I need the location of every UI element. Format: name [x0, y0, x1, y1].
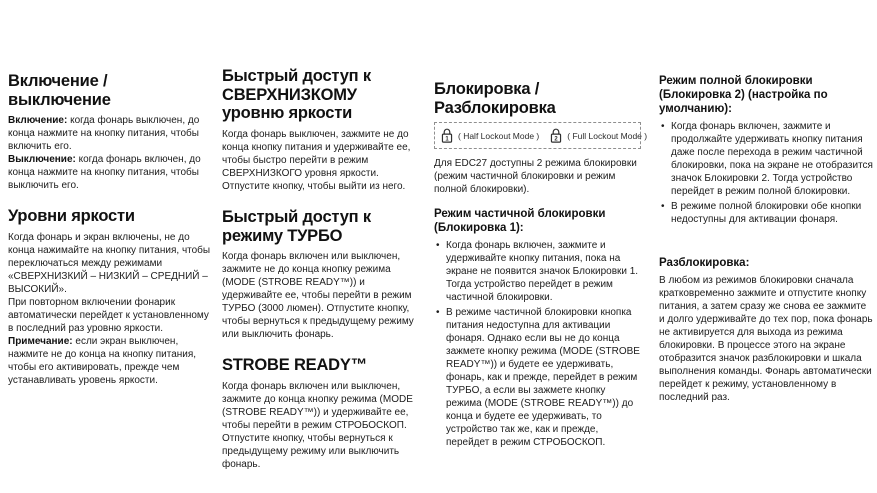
brightness-heading: Уровни яркости [8, 207, 135, 226]
full-lockout-bullet-2: • В режиме полной блокировки обе кнопки недоступны для активации фонаря. [659, 200, 873, 226]
power-on-text: когда фонарь выключен, до конца нажмите на кнопку питания, чтобы включить его. [8, 115, 200, 153]
full-lockout-label: ( Full Lockout Mode ) [567, 130, 648, 141]
power-heading: Включение / выключение [8, 72, 111, 109]
ultralow-heading: Быстрый доступ к СВЕРХНИЗКОМУ уровню яркости [222, 67, 371, 123]
section-lockout [434, 80, 648, 449]
unlock-paragraph: В любом из режимов блокировки сначала кратковременно зажмите и отпустите кнопку питания, а затем сразу же снова ее зажмите и долго удерживайте до тех пор, пока фонарь не активируется для выхода из режима блокировки. В процессе этого на экране отобразится значок разблокировки и шкала выполнения команды. Фонарь автоматически перейдет к режиму, установленному в последний раз. [659, 275, 873, 404]
half-lockout-heading: Режим частичной блокировки (Блокировка 1): [434, 208, 606, 235]
half-lockout-bullet-2: • В режиме частичной блокировки кнопка питания недоступна для активации фонаря. Однако если вы не до конца зажмете кнопку режима (MODE (STROBE READY™)) и будете ее удерживать, фонарь, как и прежде, перейдет в режим ТУРБО, а если вы зажмете кнопку режима (MODE (STROBE READY™)) до конца и будете ее удерживать, то устройство так же, как и прежде, перейдет в режим СТРОБОСКОП. [434, 306, 641, 449]
half-lockout-label: ( Half Lockout Mode ) [458, 130, 540, 141]
turbo-heading: Быстрый доступ к режиму ТУРБО [222, 207, 371, 245]
lockout-heading: Блокировка / Разблокировка [434, 80, 556, 117]
column-full-lockout-unlock [659, 74, 873, 419]
full-lockout-number: 2 [554, 136, 558, 143]
section-strobe-ready [222, 356, 423, 471]
full-lockout-lock-icon [549, 127, 563, 144]
strobe-heading: STROBE READY™ [222, 356, 367, 375]
section-turbo-access [222, 208, 423, 341]
lockout-modes-legend [434, 122, 648, 149]
section-full-lockout [659, 74, 873, 226]
ultralow-paragraph: Когда фонарь выключен, зажмите не до конца кнопку питания и удерживайте ее, чтобы быстро перейти в режим СВЕРХНИЗКОГО уровня яркости. Отпустите кнопку, чтобы выйти из него. [222, 128, 411, 192]
lockout-intro-paragraph: Для EDC27 доступны 2 режима блокировки (режим частичной блокировки и режим полной блокировки). [434, 158, 637, 196]
power-off-paragraph [8, 153, 212, 192]
power-on-paragraph [8, 114, 212, 153]
power-off-text: когда фонарь включен, до конца нажмите на кнопку питания, чтобы выключить его. [8, 154, 201, 192]
column-lockout [434, 80, 648, 464]
section-power [8, 72, 212, 192]
section-brightness-levels [8, 207, 212, 387]
power-on-label: Включение: [8, 115, 68, 127]
column-power-brightness [8, 72, 212, 402]
half-lockout-lock-icon [440, 127, 454, 144]
turbo-paragraph: Когда фонарь включен или выключен, зажмите не до конца кнопку режима (MODE (STROBE READY™)) и удерживайте ее, чтобы перейти в режим ТУРБО (3000 люмен). Отпустите кнопку, чтобы вернуться к предыдущему режиму или выключить фонарь. [222, 251, 414, 341]
half-lockout-number: 1 [445, 136, 449, 143]
column-quick-access [222, 67, 423, 486]
full-lockout-heading: Режим полной блокировки (Блокировка 2) (настройка по умолчанию): [659, 75, 828, 116]
brightness-note-label: Примечание: [8, 335, 73, 347]
half-lockout-bullet-1: • Когда фонарь включен, зажмите и удерживайте кнопку питания, пока на экране не появится значок Блокировки 1. Тогда устройство перейдет в режим частичной блокировки. [434, 239, 641, 304]
full-lockout-bullet-list [659, 120, 873, 226]
section-ultralow-access [222, 67, 423, 193]
unlock-heading: Разблокировка: [659, 257, 750, 270]
power-off-label: Выключение: [8, 154, 76, 166]
half-lockout-bullet-list [434, 239, 641, 449]
strobe-paragraph: Когда фонарь включен или выключен, зажмите до конца кнопку режима (MODE (STROBE READY™)) и удерживайте ее, чтобы перейти в режим СТРОБОСКОП. Отпустите кнопку, чтобы вернуться к предыдущему режиму или выключить фонарь. [222, 380, 413, 470]
section-unlock [659, 256, 873, 404]
brightness-paragraph-1: Когда фонарь и экран включены, не до конца нажимайте на кнопку питания, чтобы переключаться между режимами «СВЕРХНИЗКИЙ – НИЗКИЙ – СРЕДНИЙ – ВЫСОКИЙ». [8, 231, 211, 295]
full-lockout-bullet-1: • Когда фонарь включен, зажмите и продолжайте удерживать кнопку питания даже после перехода в режим частичной блокировки, пока на экране не отобразится значок Блокировки 2. Тогда устройство перейдет в режим полной блокировки. [659, 120, 873, 198]
brightness-note [8, 335, 212, 387]
brightness-paragraph-2: При повторном включении фонарик автоматически перейдет к установленному в последний раз уровню яркости. [8, 296, 209, 334]
brightness-note-text: если экран выключен, нажмите не до конца на кнопку питания, чтобы его активировать, прежде чем устанавливать уровень яркости. [8, 335, 197, 386]
